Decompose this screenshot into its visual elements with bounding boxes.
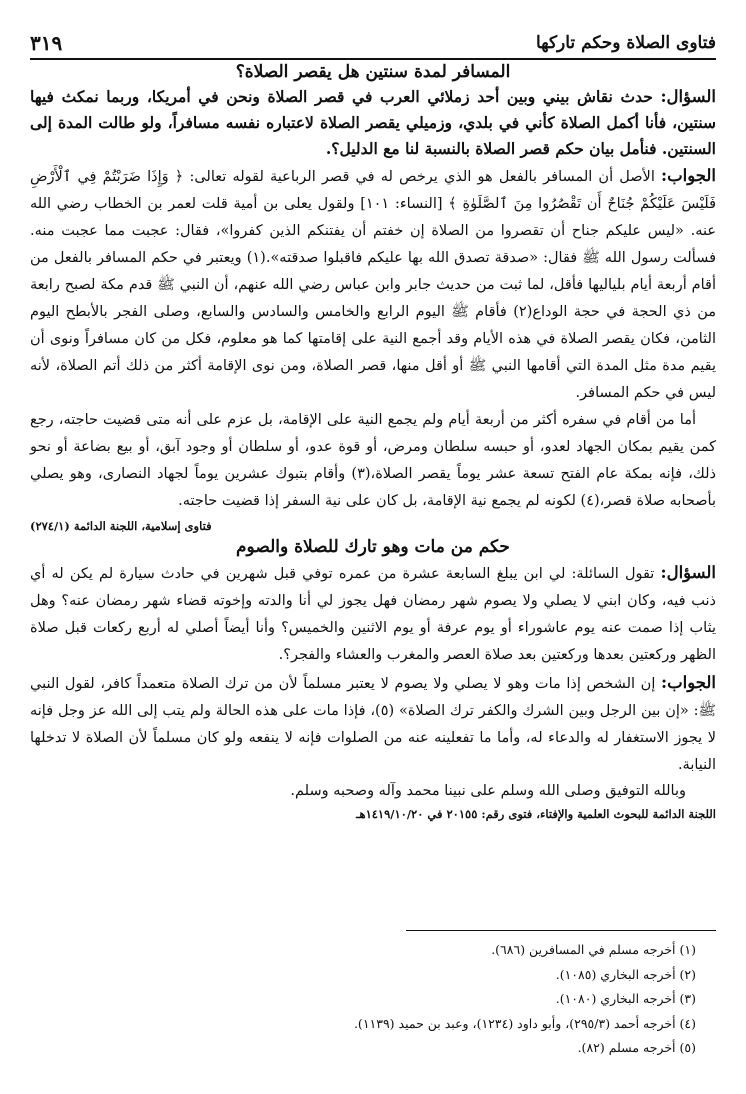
footnote-item: (١) أخرجه مسلم في المسافرين (٦٨٦). bbox=[491, 942, 696, 957]
footnote-item: (٥) أخرجه مسلم (٨٢). bbox=[577, 1040, 696, 1055]
question-label: السؤال: bbox=[660, 563, 717, 582]
question-1 bbox=[30, 84, 716, 162]
running-header bbox=[30, 28, 716, 60]
question-2 bbox=[30, 559, 716, 669]
page-body bbox=[30, 60, 716, 825]
footnote-divider bbox=[406, 930, 716, 931]
running-title: فتاوى الصلاة وحكم تاركها bbox=[535, 33, 716, 53]
section-title-2: حكم من مات وهو تارك للصلاة والصوم bbox=[236, 537, 510, 557]
answer-2 bbox=[30, 669, 716, 779]
section-title-1: المسافر لمدة سنتين هل يقصر الصلاة؟ bbox=[235, 62, 511, 82]
question-text: حدث نقاش بيني وبين أحد زملائي العرب في قصر الصلاة ونحن في أمريكا، وربما نمكث فيها سنتين، فأنا أكمل الصلاة كأني في بلدي، وزميلي يقصر الصلاة لاعتباره نفسه مسافراً، ولو طالت المدة إلى السنتين. فنأمل بيان حكم قصر الصلاة بالنسبة لنا مع الدليل؟. bbox=[30, 87, 716, 158]
answer-label: الجواب: bbox=[661, 166, 717, 185]
footnotes bbox=[30, 938, 716, 1061]
footnote-item: (٣) أخرجه البخاري (١٠٨٠). bbox=[555, 991, 696, 1006]
answer-label: الجواب: bbox=[661, 673, 716, 692]
page-number: ٣١٩ bbox=[30, 31, 63, 55]
footnote-item: (٤) أخرجه أحمد (٢٩٥/٣)، وأبو داود (١٢٣٤)، وعبد بن حميد (١١٣٩). bbox=[353, 1015, 696, 1031]
footnote-item: (٢) أخرجه البخاري (١٠٨٥). bbox=[555, 966, 696, 982]
source-citation-2: اللجنة الدائمة للبحوث العلمية والإفتاء، فتوى رقم: ٢٠١٥٥ في ١٤١٩/١٠/٢٠هـ bbox=[356, 807, 716, 821]
answer-text: إن الشخص إذا مات وهو لا يصلي ولا يصوم لا يعتبر مسلماً لأن من ترك الصلاة متعمداً كافر، لقول النبي ﷺ: «إن بين الرجل وبين الشرك والكفر ترك الصلاة» (٥)، فإذا مات على هذه الحالة ولم يتب إلى الله عز وجل فإنه لا يجوز الاستغفار له والدعاء له، وأما ما تفعلينه عنه من الصلوات فإنه لا ينفعه ولو كان مسلماً لأن الصلاة لا تدخلها النيابة. bbox=[30, 676, 717, 773]
question-label: السؤال: bbox=[660, 87, 716, 106]
answer-text: الأصل أن المسافر بالفعل هو الذي يرخص له في قصر الرباعية لقوله تعالى: ﴿ وَإِذَا ضَرَبْتُمْ فِي ٱلْأَرْضِ فَلَيْسَ عَلَيْكُمْ جُنَاحٌ أَن تَقْصُرُوا مِنَ ٱلصَّلَوٰةِ ﴾ [النساء: ١٠١] ولقول يعلى بن أمية قلت لعمر بن الخطاب رضي الله عنه. «ليس عليكم جناح أن تقصروا من الصلاة إن خفتم أن يفتنكم الذين كفروا»، فقال: عجبت مما عجبت منه. فسألت رسول الله ﷺ فقال: «صدقة تصدق الله بها عليكم فاقبلوا صدقته».(١) ويعتبر في حكم المسافر بالفعل من أقام أربعة أيام بلياليها فأقل، لما ثبت من حديث جابر وابن عباس رضي الله عنهم، أن النبي ﷺ قدم مكة لصبح رابعة من ذي الحجة في حجة الوداع(٢) فأقام ﷺ اليوم الرابع والخامس والسادس والسابع، وصلى الفجر بالأبطح اليوم الثامن، فكان يقصر الصلاة في هذه الأيام وقد أجمع النية على إقامتها كما هو معلوم، فكل من كان مسافراً ونوى أن يقيم مدة مثل المدة التي أقامها النبي ﷺ أو أقل منها، قصر الصلاة، ومن نوى الإقامة أكثر من ذلك أتم الصلاة، لأنه ليس في حكم المسافر. bbox=[30, 169, 716, 401]
answer-1-continued: أما من أقام في سفره أكثر من أربعة أيام ولم يجمع النية على الإقامة، بل عزم على أنه متى قضيت حاجته، رجع كمن يقيم بمكان الجهاد لعدو، أو حبسه سلطان ومرض، أو قوة عدو، أو سلطان أو وجود آبق، أو بيع بضاعة أو نحو ذلك، فإنه بمكة عام الفتح تسعة عشر يوماً يقصر الصلاة،(٣) وأقام بتبوك عشرين يوماً لجهاد النصارى، وهو يصلي بأصحابه صلاة قصر،(٤) لكونه لم يجمع نية الإقامة، بل كان على نية السفر إذا قضيت حاجته. bbox=[30, 412, 716, 509]
closing-line: وبالله التوفيق وصلى الله وسلم على نبينا محمد وآله وصحبه وسلم. bbox=[290, 783, 686, 799]
question-text: تقول السائلة: لي ابن يبلغ السابعة عشرة من عمره توفي قبل شهرين في حادث سيارة لم يكن له أي ذنب فيه، وكان ابني لا يصلي ولا يصوم شهر رمضان فهل يجوز لي أنا والدته وإخوته قضاء شهر رمضان عنه؟ وهل يثاب إذا صمت عنه يوم عاشوراء أو يوم عرفة أو يوم الاثنين والخميس؟ وأنا أيضاً أصلي له أربع ركعات قبل صلاة الظهر وركعتين بعدها وركعتين بعد صلاة العصر والمغرب والعشاء والفجر؟. bbox=[30, 566, 716, 663]
answer-1 bbox=[30, 162, 716, 407]
source-citation-1: فتاوى إسلامية، اللجنة الدائمة (٢٧٤/١) bbox=[30, 519, 212, 533]
